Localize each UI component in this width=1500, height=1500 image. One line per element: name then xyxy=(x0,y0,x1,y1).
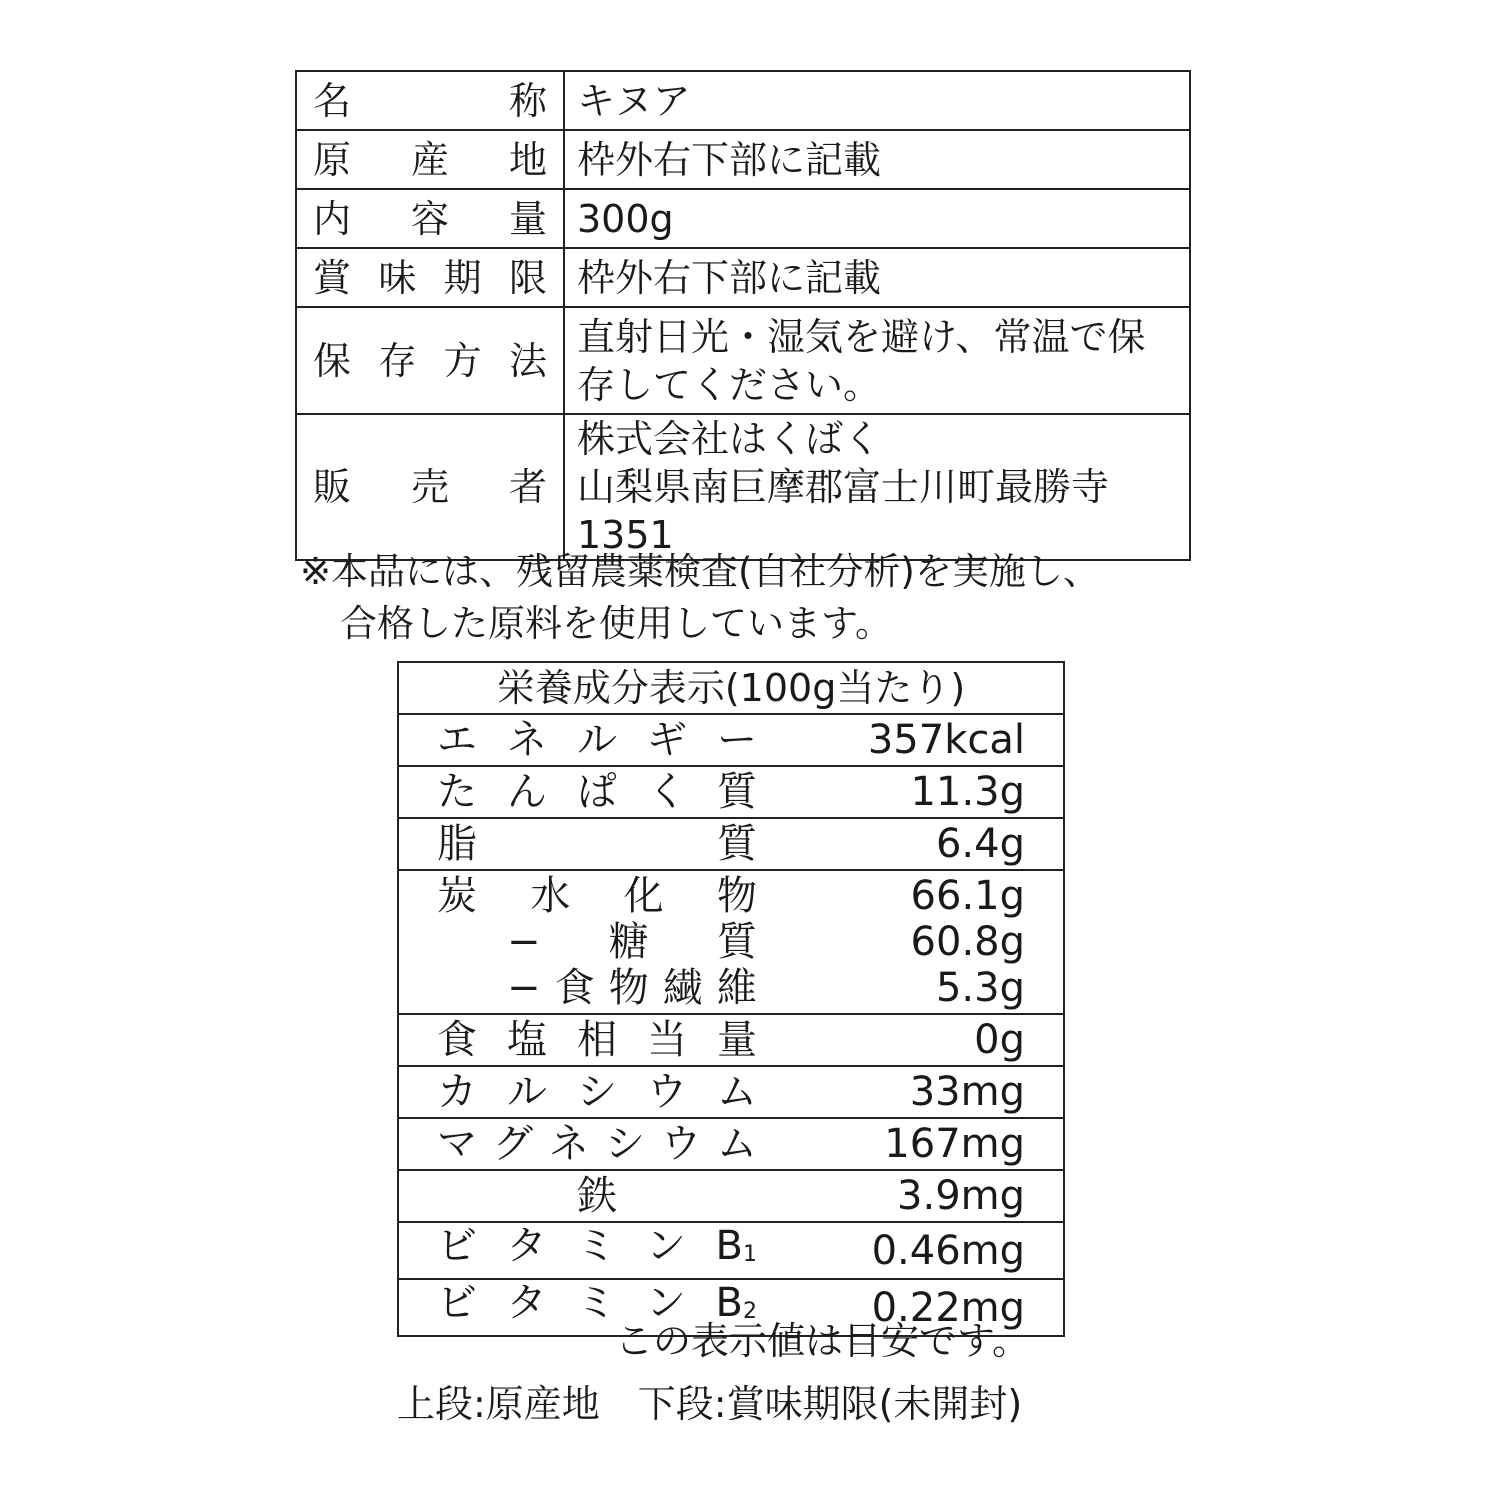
nutrient-value: 167mg xyxy=(884,1121,1025,1167)
label-char: 期 xyxy=(443,255,482,300)
name-char: 維 xyxy=(716,965,757,1011)
info-row-storage xyxy=(296,307,1190,414)
value-line: キヌア xyxy=(577,78,691,123)
name-char: ウ xyxy=(661,1121,701,1167)
nutrient-name xyxy=(437,1173,757,1219)
label-char: 存 xyxy=(378,338,417,383)
nutrition-row-carbohydrate xyxy=(399,871,1063,1013)
info-value xyxy=(564,248,1190,307)
name-char: ン xyxy=(645,1280,686,1326)
nutrient-value: 66.1g xyxy=(910,873,1025,919)
name-char: タ xyxy=(506,1223,547,1269)
nutrient-subname-fiber xyxy=(507,965,757,1011)
value-line: 直射日光・湿気を避け、常温で保 xyxy=(577,314,1146,359)
label-char: 者 xyxy=(508,465,547,509)
name-char: ン xyxy=(645,1223,686,1269)
label-char: 称 xyxy=(508,78,547,123)
info-row-seller xyxy=(296,414,1190,560)
nutrient-value: 0.22mg xyxy=(871,1284,1025,1331)
name-char: 食 xyxy=(554,965,595,1011)
label-char: 地 xyxy=(508,137,547,182)
label-char: 賞 xyxy=(313,255,352,300)
label-char: 名 xyxy=(313,78,352,123)
name-char: シ xyxy=(577,1069,617,1115)
nutrition-row-vitamin-b1 xyxy=(399,1223,1063,1278)
nutrient-name xyxy=(437,1223,757,1278)
label-char: 原 xyxy=(313,137,352,182)
value-line: 枠外右下部に記載 xyxy=(577,137,882,182)
product-info-table xyxy=(295,70,1191,561)
name-char: − xyxy=(507,965,541,1011)
nutrition-row-magnesium xyxy=(399,1121,1063,1167)
name-char: 質 xyxy=(717,821,757,867)
name-char: カ xyxy=(437,1069,477,1115)
nutrition-row-energy xyxy=(399,717,1063,763)
nutrient-name xyxy=(437,1121,757,1167)
estimate-disclaimer: この表示値は目安です。 xyxy=(615,1319,1030,1363)
label-char: 内 xyxy=(313,196,352,241)
info-label xyxy=(296,71,564,130)
name-char: ル xyxy=(507,1069,547,1115)
nutrient-value: 11.3g xyxy=(910,769,1025,815)
nutrition-row-fat xyxy=(399,821,1063,867)
pesticide-note xyxy=(300,546,1200,650)
nutrient-value: 5.3g xyxy=(935,965,1025,1011)
name-char: 水 xyxy=(530,873,571,919)
name-char: ビ xyxy=(437,1223,477,1269)
name-char: ネ xyxy=(549,1121,589,1167)
info-value xyxy=(564,189,1190,248)
name-char: 量 xyxy=(717,1017,757,1063)
info-row-content xyxy=(296,189,1190,248)
info-value xyxy=(564,414,1190,560)
info-value xyxy=(564,130,1190,189)
label-char: 味 xyxy=(378,255,417,300)
nutrient-name xyxy=(437,821,757,867)
value-line: 枠外右下部に記載 xyxy=(577,255,882,300)
name-char: グ xyxy=(493,1121,533,1167)
info-row-best-before xyxy=(296,248,1190,307)
name-char: た xyxy=(437,769,477,815)
nutrient-subname-sugar xyxy=(507,919,757,965)
name-char: ル xyxy=(577,717,617,763)
nutrient-value: 0.46mg xyxy=(871,1227,1025,1274)
name-char: ビ xyxy=(437,1280,477,1326)
nutrient-value: 357kcal xyxy=(867,717,1025,763)
name-char: エ xyxy=(437,717,477,763)
nutrient-value: 3.9mg xyxy=(897,1173,1025,1219)
name-char: タ xyxy=(506,1280,547,1326)
name-char: ウ xyxy=(647,1069,687,1115)
name-char: 物 xyxy=(608,965,649,1011)
name-char: ミ xyxy=(576,1223,617,1269)
name-char: 食 xyxy=(437,1017,477,1063)
name-char: 当 xyxy=(647,1017,687,1063)
name-char: 脂 xyxy=(437,821,477,867)
nutrient-value: 0g xyxy=(974,1017,1025,1063)
note-line-2: 合格した原料を使用しています。 xyxy=(340,602,893,645)
info-label xyxy=(296,307,564,414)
nutrition-row-salt xyxy=(399,1017,1063,1063)
label-char: 産 xyxy=(410,137,449,182)
name-char: 質 xyxy=(716,919,757,965)
label-char: 法 xyxy=(508,338,547,383)
nutrient-name xyxy=(437,1069,757,1115)
name-char: ぱ xyxy=(577,769,617,815)
nutrition-row-protein xyxy=(399,769,1063,815)
name-char: 化 xyxy=(623,873,664,919)
info-row-origin xyxy=(296,130,1190,189)
name-char: 塩 xyxy=(507,1017,547,1063)
name-char: 炭 xyxy=(437,873,477,919)
name-char: ギ xyxy=(647,717,687,763)
name-char: B2 xyxy=(715,1280,757,1326)
label-char: 容 xyxy=(410,196,449,241)
nutrient-value: 33mg xyxy=(909,1069,1025,1115)
info-value xyxy=(564,307,1190,414)
label-char: 方 xyxy=(443,338,482,383)
value-line: 存してください。 xyxy=(577,362,882,407)
name-char: ー xyxy=(717,717,757,763)
name-char: − xyxy=(507,919,541,965)
label-char: 売 xyxy=(410,465,449,509)
name-char: ミ xyxy=(576,1280,617,1326)
nutrition-row-iron xyxy=(399,1173,1063,1219)
name-char: ネ xyxy=(507,717,547,763)
value-line: 株式会社はくばく xyxy=(577,417,882,461)
name-char: 相 xyxy=(577,1017,617,1063)
nutrition-table xyxy=(397,661,1065,1337)
info-row-name xyxy=(296,71,1190,130)
name-char: 質 xyxy=(717,769,757,815)
note-line-1: ※本品には、残留農薬検査(自社分析)を実施し、 xyxy=(300,550,1100,593)
info-label xyxy=(296,189,564,248)
name-char: B1 xyxy=(715,1223,757,1269)
label-char: 限 xyxy=(508,255,547,300)
nutrient-value: 6.4g xyxy=(935,821,1025,867)
nutrient-value: 60.8g xyxy=(910,919,1025,965)
info-label xyxy=(296,414,564,560)
info-label xyxy=(296,130,564,189)
name-char: ム xyxy=(717,1069,757,1115)
name-char: マ xyxy=(437,1121,477,1167)
origin-expiry-footer: 上段:原産地 下段:賞味期限(未開封) xyxy=(397,1382,1023,1426)
nutrient-name xyxy=(437,1017,757,1063)
name-char: 物 xyxy=(716,873,757,919)
name-char: ん xyxy=(507,769,547,815)
nutrient-name xyxy=(437,873,757,919)
info-label xyxy=(296,248,564,307)
label-char: 販 xyxy=(313,465,352,509)
name-char: 繊 xyxy=(662,965,703,1011)
name-char: ム xyxy=(717,1121,757,1167)
name-char: 糖 xyxy=(608,919,649,965)
label-char: 量 xyxy=(508,196,547,241)
nutrition-title: 栄養成分表示(100g当たり) xyxy=(398,662,1064,714)
subscript: 2 xyxy=(742,1299,757,1324)
subscript: 1 xyxy=(742,1242,757,1267)
info-value xyxy=(564,71,1190,130)
nutrient-name xyxy=(437,769,757,815)
name-char: シ xyxy=(605,1121,645,1167)
nutrient-name xyxy=(437,717,757,763)
nutrition-row-calcium xyxy=(399,1069,1063,1115)
value-line: 300g xyxy=(577,196,674,241)
value-line: 山梨県南巨摩郡富士川町最勝寺1351 xyxy=(577,465,1110,557)
label-char: 保 xyxy=(313,338,352,383)
nutrient-label-iron: 鉄 xyxy=(577,1173,617,1219)
name-char: く xyxy=(647,769,687,815)
